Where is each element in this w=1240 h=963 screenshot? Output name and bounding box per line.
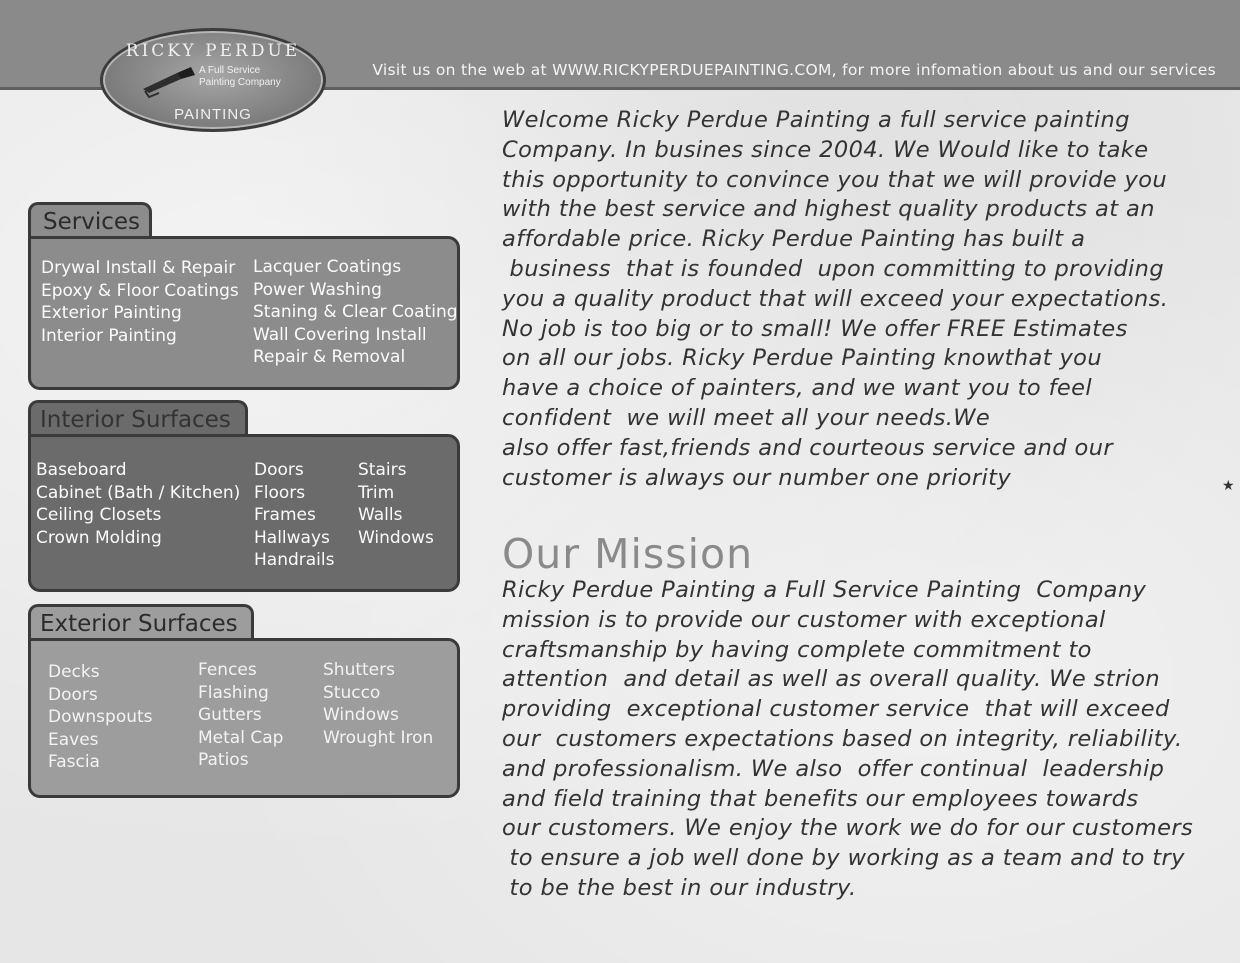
services-col-1	[41, 257, 239, 347]
list-item: Epoxy & Floor Coatings	[41, 280, 239, 301]
logo-top-text: RICKY PERDUE	[125, 41, 301, 61]
list-item: Flashing	[198, 682, 269, 703]
list-item: Lacquer Coatings	[253, 257, 402, 277]
list-item: Staning & Clear Coating	[253, 302, 458, 322]
mission-heading: Our Mission	[502, 530, 754, 578]
interior-col-1	[36, 459, 240, 549]
list-item: Fascia	[48, 752, 100, 772]
list-item: Wall Covering Install	[253, 324, 427, 345]
list-item: Fences	[198, 660, 257, 680]
interior-surfaces-panel	[28, 400, 460, 592]
list-item: Eaves	[48, 729, 99, 750]
list-item: Doors	[48, 684, 98, 705]
services-body	[28, 236, 460, 390]
list-item: Baseboard	[36, 460, 127, 480]
list-item: Interior Painting	[41, 325, 177, 346]
list-item: Shutters	[323, 660, 395, 680]
mission-paragraph: Ricky Perdue Painting a Full Service Painting Company mission is to provide our customer with exceptional craftsmanship by having complete commitment to attention and detail as well as overall quality. We strion providing exceptional customer service that will exceed our customers expectations based on integrity, reliability. and professionalism. We also offer continual leadership and field training that benefits our employees towards our customers. We enjoy the work we do for our customers to ensure a job well done by working as a team and to try to be the best in our industry.	[502, 577, 1194, 901]
list-item: Hallways	[254, 527, 330, 548]
services-title: Services	[28, 202, 152, 246]
list-item: Patios	[198, 750, 249, 770]
list-item: Crown Molding	[36, 527, 162, 548]
list-item: Repair & Removal	[253, 347, 406, 367]
list-item: Exterior Painting	[41, 303, 182, 323]
list-item: Windows	[323, 705, 399, 725]
interior-col-2	[254, 459, 334, 572]
list-item: Downspouts	[48, 707, 153, 727]
logo-tagline: A Full Service Painting Company	[199, 65, 281, 88]
company-logo	[100, 28, 326, 132]
exterior-col-3	[323, 659, 433, 749]
website-link[interactable]: Visit us on the web at WWW.RICKYPERDUEPAINTING.COM, for more infomation about us and our services	[372, 61, 1216, 79]
interior-surfaces-title: Interior Surfaces	[28, 400, 248, 444]
services-panel	[28, 202, 460, 390]
list-item: Ceiling Closets	[36, 505, 162, 525]
list-item: Handrails	[254, 550, 335, 570]
list-item: Stairs	[358, 460, 407, 480]
list-item: Trim	[358, 482, 395, 503]
list-item: Metal Cap	[198, 727, 284, 748]
welcome-paragraph: Welcome Ricky Perdue Painting a full service painting Company. In busines since 2004. We Would like to take this opportunity to convince you that we will provide you with the best service and highest quality products at an affordable price. Ricky Perdue Painting has built a business that is founded upon committing to providing you a quality product that will exceed your expectations. No job is too big or to small! We offer FREE Estimates on all our jobs. Ricky Perdue Painting knowthat you have a choice of painters, and we want you to feel confident we will meet all your needs.We also offer fast,friends and courteous service and our customer is always our number one priority	[502, 107, 1169, 491]
list-item: Decks	[48, 662, 100, 682]
list-item: Cabinet (Bath / Kitchen)	[36, 482, 241, 503]
list-item: Stucco	[323, 682, 381, 703]
list-item: Walls	[358, 505, 403, 525]
logo-bottom-text: PAINTING	[174, 106, 252, 123]
exterior-surfaces-title: Exterior Surfaces	[28, 604, 254, 648]
list-item: Frames	[254, 505, 316, 525]
list-item: Wrought Iron	[323, 727, 434, 748]
paintbrush-icon	[139, 63, 199, 99]
list-item: Windows	[358, 527, 434, 548]
exterior-col-1	[48, 661, 153, 774]
list-item: Power Washing	[253, 279, 382, 300]
services-col-2	[253, 256, 458, 369]
star-icon: ★	[1222, 478, 1235, 494]
list-item: Gutters	[198, 705, 262, 725]
list-item: Doors	[254, 460, 304, 480]
list-item: Drywal Install & Repair	[41, 258, 236, 278]
exterior-col-2	[198, 659, 283, 772]
interior-col-3	[358, 459, 434, 549]
list-item: Floors	[254, 482, 306, 503]
exterior-surfaces-body	[28, 638, 460, 798]
interior-surfaces-body	[28, 434, 460, 592]
exterior-surfaces-panel	[28, 604, 460, 798]
